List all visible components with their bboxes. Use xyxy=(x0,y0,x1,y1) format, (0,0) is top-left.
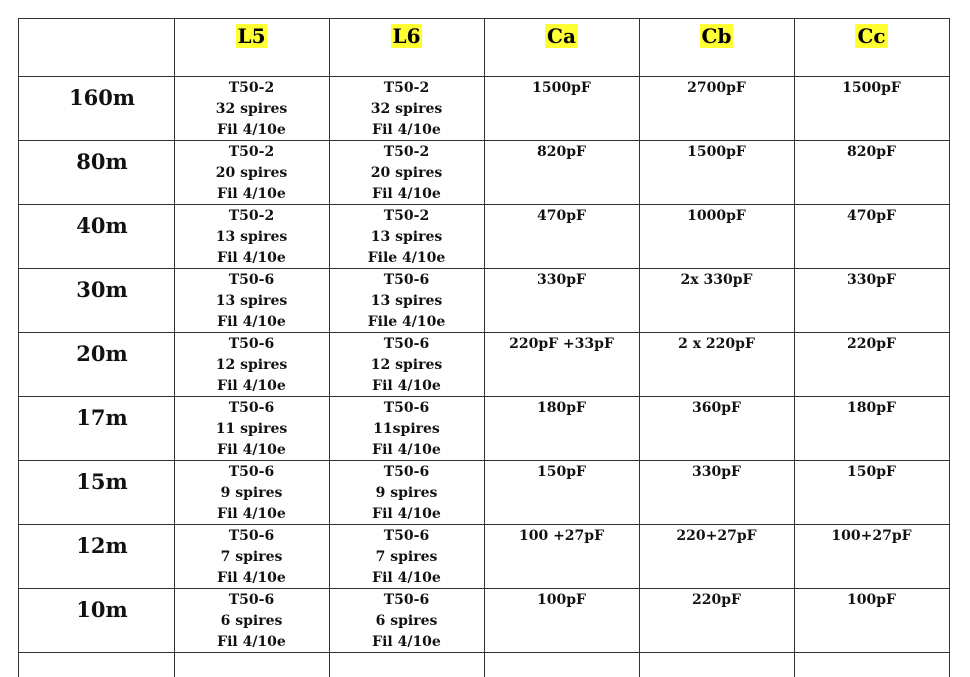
cell-line: File 4/10e xyxy=(367,314,446,330)
cell-line: Fil 4/10e xyxy=(217,122,286,138)
cell-line: Fil 4/10e xyxy=(217,506,286,522)
cell-line: T50-2 xyxy=(383,80,430,96)
component-table xyxy=(18,18,950,677)
cell-line: 12 spires xyxy=(370,357,443,373)
header-label: L6 xyxy=(392,24,421,48)
cell-l5 xyxy=(174,526,329,589)
cell-cc: 820pF xyxy=(847,144,896,160)
cell-line: T50-6 xyxy=(383,528,430,544)
band-label: 15m xyxy=(76,469,128,494)
cell-line: T50-6 xyxy=(228,400,275,416)
cell-cb: 220+27pF xyxy=(676,528,757,544)
cell-l5 xyxy=(174,270,329,333)
cell-ca: 100 +27pF xyxy=(518,528,605,544)
cell-cb: 2 x 220pF xyxy=(678,336,755,352)
cell-cc: 150pF xyxy=(847,464,896,480)
cell-line: Fil 4/10e xyxy=(217,634,286,650)
cell-line: T50-6 xyxy=(228,464,275,480)
band-label: 10m xyxy=(76,597,128,622)
cell-line: Fil 4/10e xyxy=(372,506,441,522)
cell-l6 xyxy=(329,270,484,333)
cell-line: Fil 4/10e xyxy=(372,122,441,138)
table-border xyxy=(18,588,950,589)
column-header-cb xyxy=(639,24,794,48)
table-border xyxy=(18,204,950,205)
cell-line: 13 spires xyxy=(370,293,443,309)
cell-line: T50-2 xyxy=(228,80,275,96)
header-label: Cb xyxy=(701,24,732,48)
cell-l5 xyxy=(174,142,329,205)
cell-line: T50-6 xyxy=(383,272,430,288)
band-label: 12m xyxy=(76,533,128,558)
cell-cc: 330pF xyxy=(847,272,896,288)
cell-l6 xyxy=(329,206,484,269)
cell-l6 xyxy=(329,78,484,141)
cell-l6 xyxy=(329,398,484,461)
cell-line: 13 spires xyxy=(370,229,443,245)
table-border xyxy=(18,524,950,525)
cell-ca: 150pF xyxy=(537,464,586,480)
cell-line: T50-6 xyxy=(228,272,275,288)
cell-l5 xyxy=(174,206,329,269)
table-border xyxy=(18,332,950,333)
cell-line: T50-6 xyxy=(383,400,430,416)
header-label: Cc xyxy=(857,24,886,48)
table-border xyxy=(18,652,950,653)
cell-l6 xyxy=(329,142,484,205)
cell-ca: 220pF +33pF xyxy=(509,336,614,352)
cell-line: T50-2 xyxy=(228,144,275,160)
cell-line: 6 spires xyxy=(220,613,283,629)
cell-ca: 100pF xyxy=(537,592,586,608)
cell-cb: 1000pF xyxy=(687,208,746,224)
cell-line: 13 spires xyxy=(215,293,288,309)
cell-cc: 220pF xyxy=(847,336,896,352)
cell-cc: 1500pF xyxy=(842,80,901,96)
cell-line: Fil 4/10e xyxy=(372,442,441,458)
cell-cb: 330pF xyxy=(692,464,741,480)
band-label: 40m xyxy=(76,213,128,238)
cell-line: 7 spires xyxy=(220,549,283,565)
cell-line: Fil 4/10e xyxy=(217,314,286,330)
cell-line: T50-6 xyxy=(228,592,275,608)
cell-cb: 2700pF xyxy=(687,80,746,96)
cell-ca: 1500pF xyxy=(532,80,591,96)
cell-cb: 1500pF xyxy=(687,144,746,160)
table-border xyxy=(18,18,19,677)
cell-cc: 470pF xyxy=(847,208,896,224)
cell-line: Fil 4/10e xyxy=(217,570,286,586)
table-border xyxy=(18,268,950,269)
cell-line: Fil 4/10e xyxy=(372,570,441,586)
column-header-l5 xyxy=(174,24,329,48)
cell-line: 32 spires xyxy=(215,101,288,117)
header-label: Ca xyxy=(547,24,576,48)
column-header-cc xyxy=(794,24,949,48)
cell-l6 xyxy=(329,462,484,525)
cell-line: 6 spires xyxy=(375,613,438,629)
cell-line: 7 spires xyxy=(375,549,438,565)
cell-line: Fil 4/10e xyxy=(372,378,441,394)
cell-cc: 100+27pF xyxy=(831,528,912,544)
cell-ca: 180pF xyxy=(537,400,586,416)
cell-l6 xyxy=(329,334,484,397)
cell-line: 12 spires xyxy=(215,357,288,373)
column-header-ca xyxy=(484,24,639,48)
cell-ca: 820pF xyxy=(537,144,586,160)
cell-cb: 220pF xyxy=(692,592,741,608)
table-border xyxy=(18,460,950,461)
cell-line: 9 spires xyxy=(375,485,438,501)
cell-l5 xyxy=(174,462,329,525)
cell-line: Fil 4/10e xyxy=(217,186,286,202)
cell-line: T50-6 xyxy=(383,336,430,352)
cell-ca: 330pF xyxy=(537,272,586,288)
cell-line: T50-2 xyxy=(383,144,430,160)
cell-l5 xyxy=(174,398,329,461)
cell-line: File 4/10e xyxy=(367,250,446,266)
cell-l5 xyxy=(174,334,329,397)
table-border xyxy=(18,18,950,19)
cell-cc: 100pF xyxy=(847,592,896,608)
band-label: 80m xyxy=(76,149,128,174)
cell-cc: 180pF xyxy=(847,400,896,416)
cell-line: Fil 4/10e xyxy=(372,634,441,650)
cell-line: T50-2 xyxy=(228,208,275,224)
cell-line: Fil 4/10e xyxy=(217,378,286,394)
cell-l6 xyxy=(329,526,484,589)
table-border xyxy=(18,396,950,397)
cell-line: 32 spires xyxy=(370,101,443,117)
cell-line: T50-2 xyxy=(383,208,430,224)
header-label: L5 xyxy=(237,24,266,48)
band-label: 17m xyxy=(76,405,128,430)
band-label: 20m xyxy=(76,341,128,366)
cell-l6 xyxy=(329,590,484,653)
cell-line: 11spires xyxy=(373,421,440,437)
cell-l5 xyxy=(174,78,329,141)
cell-line: 13 spires xyxy=(215,229,288,245)
cell-line: 20 spires xyxy=(215,165,288,181)
cell-line: T50-6 xyxy=(383,592,430,608)
cell-l5 xyxy=(174,590,329,653)
cell-line: T50-6 xyxy=(228,528,275,544)
cell-line: Fil 4/10e xyxy=(372,186,441,202)
cell-line: Fil 4/10e xyxy=(217,250,286,266)
column-header-l6 xyxy=(329,24,484,48)
table-border xyxy=(18,140,950,141)
band-label: 30m xyxy=(76,277,128,302)
cell-line: T50-6 xyxy=(228,336,275,352)
table-border xyxy=(949,18,950,677)
cell-line: 20 spires xyxy=(370,165,443,181)
cell-line: Fil 4/10e xyxy=(217,442,286,458)
cell-line: 11 spires xyxy=(215,421,288,437)
cell-cb: 2x 330pF xyxy=(680,272,753,288)
cell-ca: 470pF xyxy=(537,208,586,224)
band-label: 160m xyxy=(68,85,136,110)
table-border xyxy=(18,76,950,77)
cell-cb: 360pF xyxy=(692,400,741,416)
cell-line: T50-6 xyxy=(383,464,430,480)
cell-line: 9 spires xyxy=(220,485,283,501)
